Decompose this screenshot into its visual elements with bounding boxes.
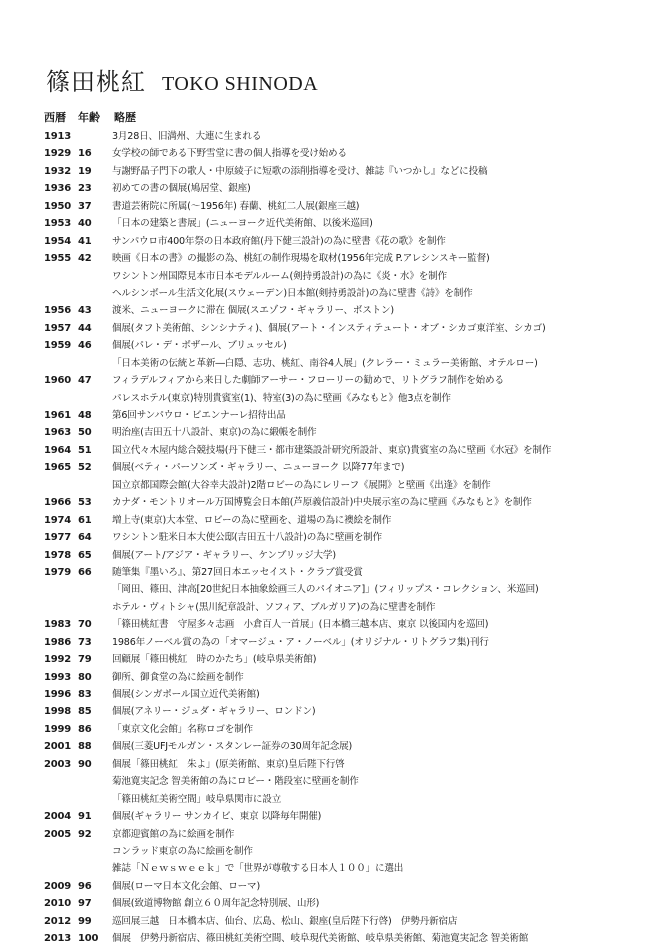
row-text: 「東京文化会館」名称ロゴを制作 <box>112 723 253 735</box>
chronology-row <box>0 145 662 162</box>
row-text: 明治座(吉田五十八設計、東京)の為に緞帳を制作 <box>112 427 317 439</box>
row-age: 53 <box>78 497 92 509</box>
row-text: 個展 伊勢丹新宿店、篠田桃紅美術空間、岐阜現代美術館、岐阜県美術館、菊池寛実記念 智美術館 <box>112 933 529 945</box>
row-age: 88 <box>78 741 92 753</box>
chronology-row <box>0 250 662 267</box>
row-age: 43 <box>78 305 92 317</box>
row-age: 19 <box>78 165 92 177</box>
chronology-row <box>0 407 662 424</box>
chronology-row <box>0 372 662 389</box>
row-age: 79 <box>78 654 92 666</box>
row-text: 書道芸術院に所属(〜1956年) 春蘭、桃紅二人展(銀座三越) <box>112 200 360 212</box>
chronology-row <box>0 198 662 215</box>
row-text: 渡米、ニューヨークに滞在 個展(スエゾフ・ギャラリー、ボストン) <box>112 305 394 317</box>
row-year: 1932 <box>44 165 72 177</box>
row-year: 1929 <box>44 148 72 160</box>
row-text: ワシントン州国際見本市日本モデルルーム(剣持勇設計)の為に《炎・水》を制作 <box>112 270 447 282</box>
chronology-row <box>0 581 662 598</box>
row-age: 40 <box>78 218 92 230</box>
row-text: 個展(ベティ・パーソンズ・ギャラリー、ニューヨーク 以降77年まで) <box>112 462 405 474</box>
row-year: 1992 <box>44 654 72 666</box>
chronology-row <box>0 791 662 808</box>
row-text: 個展(致道博物館 創立６０周年記念特別展、山形) <box>112 898 320 910</box>
row-year: 1963 <box>44 427 72 439</box>
row-text: パレスホテル(東京)特別貴賓室(1)、特室(3)の為に壁画《みなもと》他3点を制作 <box>112 392 451 404</box>
row-text: 第6回サンパウロ・ビエンナーレ招待出品 <box>112 410 286 421</box>
row-text: ホテル・ヴィトシャ(黒川紀章設計、ソフィア、ブルガリア)の為に壁書を制作 <box>112 601 436 613</box>
row-text: 個展(ギャラリー サンカイビ、東京 以降毎年開催) <box>112 811 322 823</box>
row-text: 個展(アート/アジア・ギャラリー、ケンブリッジ大学) <box>112 549 336 561</box>
row-text: 与謝野晶子門下の歌人・中原綾子に短歌の添削指導を受け、雑誌『いつかし』などに投稿 <box>112 165 488 177</box>
row-age: 51 <box>78 444 92 456</box>
chronology-row <box>0 494 662 511</box>
row-age: 99 <box>78 915 92 927</box>
row-age: 41 <box>78 235 92 247</box>
row-age: 52 <box>78 462 92 474</box>
row-year: 1993 <box>44 671 72 683</box>
row-year: 1950 <box>44 200 72 212</box>
row-age: 16 <box>78 148 92 160</box>
row-text: 増上寺(東京)大本堂、ロビーの為に壁画を、道場の為に襖絵を制作 <box>112 514 392 526</box>
row-age: 37 <box>78 200 92 212</box>
row-text: コンラッド東京の為に絵画を制作 <box>112 845 253 857</box>
chronology-row <box>0 477 662 494</box>
row-text: 回顧展「篠田桃紅 時のかたち」(岐阜県美術館) <box>112 654 317 666</box>
row-year: 1956 <box>44 305 72 317</box>
row-age: 42 <box>78 253 92 265</box>
row-year: 1983 <box>44 619 72 631</box>
row-text: カナダ・モントリオール万国博覧会日本館(芦原義信設計)中央展示室の為に壁画《みなもと》を制作 <box>112 497 532 509</box>
chronology-row <box>0 180 662 197</box>
row-text: ヘルシンボール生活文化展(スウェーデン)日本館(剣持勇設計)の為に壁書《詩》を制作 <box>112 287 473 299</box>
chronology-row <box>0 634 662 651</box>
row-year: 1961 <box>44 410 72 421</box>
row-year: 1954 <box>44 235 72 247</box>
chronology-row <box>0 442 662 459</box>
row-age: 80 <box>78 671 92 683</box>
column-header-history: 略歴 <box>114 111 136 124</box>
row-text: 「篠田桃紅美術空間」岐阜県関市に設立 <box>112 793 282 805</box>
row-text: 女学校の師である下野雪堂に書の個人指導を受け始める <box>112 148 347 160</box>
row-year: 1978 <box>44 549 72 561</box>
chronology-row <box>0 424 662 441</box>
row-text: 国立京都国際会館(大谷幸夫設計)2階ロビーの為にレリーフ《展開》と壁画《出逢》を制作 <box>112 479 491 491</box>
row-year: 1957 <box>44 322 72 334</box>
row-age: 91 <box>78 811 92 823</box>
row-age: 97 <box>78 898 92 910</box>
row-text: 個展(タフト美術館、シンシナティ)、個展(アート・インスティテュート・オブ・シカゴ東洋室、シカゴ) <box>112 322 546 334</box>
title-japanese: 篠田桃紅 <box>46 68 146 96</box>
row-age: 96 <box>78 880 92 892</box>
chronology-row <box>0 320 662 337</box>
chronology-row <box>0 337 662 354</box>
row-year: 1996 <box>44 689 72 700</box>
row-age: 85 <box>78 706 92 718</box>
row-age: 86 <box>78 723 92 735</box>
chronology-row <box>0 302 662 319</box>
page-title <box>46 62 318 97</box>
chronology-row <box>0 215 662 232</box>
chronology-row <box>0 686 662 703</box>
chronology-row <box>0 651 662 668</box>
row-text: 個展(三菱UFJモルガン・スタンレー証券の30周年記念展) <box>112 741 353 753</box>
chronology-row <box>0 128 662 145</box>
row-year: 1979 <box>44 566 72 578</box>
row-text: 個展(ローマ日本文化会館、ローマ) <box>112 880 260 892</box>
row-text: ワシントン駐米日本大使公邸(吉田五十八設計)の為に壁画を制作 <box>112 532 382 544</box>
row-text: フィラデルフィアから来日した劇師アーサー・フローリーの勧めで、リトグラフ制作を始める <box>112 375 504 387</box>
row-text: 「日本美術の伝統と革新―白隠、志功、桃紅、南谷4人展」(クレラー・ミュラー美術館、オテルロー) <box>112 357 538 369</box>
row-year: 1965 <box>44 462 72 474</box>
chronology-row <box>0 773 662 790</box>
chronology-row <box>0 547 662 564</box>
chronology-row <box>0 895 662 912</box>
row-year: 1977 <box>44 532 72 544</box>
row-year: 1998 <box>44 706 72 718</box>
row-year: 1953 <box>44 218 72 230</box>
chronology-row <box>0 738 662 755</box>
row-text: サンパウロ市400年祭の日本政府館(丹下健三設計)の為に壁書《花の歌》を制作 <box>112 235 446 247</box>
row-text: 個展(パレ・デ・ボザール、ブリュッセル) <box>112 340 287 352</box>
row-year: 2009 <box>44 880 72 892</box>
row-year: 1955 <box>44 253 72 265</box>
row-text: 初めての書の個展(鳩居堂、銀座) <box>112 183 251 195</box>
row-age: 47 <box>78 375 92 387</box>
row-text: 個展「篠田桃紅 朱よ」(原美術館、東京)皇后陛下行啓 <box>112 758 345 770</box>
row-age: 90 <box>78 758 92 770</box>
row-age: 83 <box>78 689 92 700</box>
row-text: 映画《日本の書》の撮影の為、桃紅の制作現場を取材(1956年完成 P.アレシンスキー監督) <box>112 253 490 265</box>
row-age: 48 <box>78 410 92 421</box>
chronology-row <box>0 826 662 843</box>
chronology-row <box>0 703 662 720</box>
chronology-row <box>0 512 662 529</box>
row-text: 「日本の建築と書展」(ニューヨーク近代美術館、以後米巡回) <box>112 218 373 230</box>
row-year: 2004 <box>44 811 72 823</box>
row-text: 個展(シンガポール国立近代美術館) <box>112 689 260 700</box>
row-text: 「篠田桃紅書 守屋多々志画 小倉百人一首展」(日本橋三越本店、東京 以後国内を巡回) <box>112 619 489 631</box>
row-year: 2010 <box>44 898 72 910</box>
row-text: 個展(アネリー・ジュダ・ギャラリー、ロンドン) <box>112 706 316 718</box>
row-year: 1959 <box>44 340 72 352</box>
chronology-row <box>0 756 662 773</box>
chronology-row <box>0 616 662 633</box>
row-year: 1936 <box>44 183 72 195</box>
row-text: 随筆集『墨いろ』、第27回日本エッセイスト・クラブ賞受賞 <box>112 566 363 578</box>
row-text: 1986年ノーベル賞の為の「オマージュ・ア・ノーベル」(オリジナル・リトグラフ集)刊行 <box>112 636 489 648</box>
chronology-row <box>0 233 662 250</box>
chronology-row <box>0 843 662 860</box>
row-age: 92 <box>78 828 92 840</box>
row-year: 2005 <box>44 828 72 840</box>
row-age: 61 <box>78 514 92 526</box>
column-header-age: 年齢 <box>78 111 100 124</box>
row-year: 1964 <box>44 444 72 456</box>
row-year: 2003 <box>44 758 72 770</box>
row-age: 44 <box>78 322 92 334</box>
title-english: TOKO SHINODA <box>162 73 319 95</box>
row-age: 73 <box>78 636 92 648</box>
chronology-row <box>0 163 662 180</box>
chronology-row <box>0 268 662 285</box>
row-year: 2013 <box>44 933 72 945</box>
chronology-row <box>0 390 662 407</box>
row-age: 50 <box>78 427 92 439</box>
chronology-row <box>0 860 662 877</box>
row-year: 2001 <box>44 741 72 753</box>
row-text: 御所、御食堂の為に絵画を制作 <box>112 671 244 683</box>
row-age: 65 <box>78 549 92 561</box>
row-year: 1966 <box>44 497 72 509</box>
row-text: 国立代々木屋内総合競技場(丹下健三・都市建築設計研究所設計、東京)貴賓室の為に壁画《水冠》を制作 <box>112 444 552 456</box>
chronology-row <box>0 913 662 930</box>
row-text: 菊池寛実記念 智美術館の為にロビー・階段室に壁画を制作 <box>112 776 359 788</box>
row-year: 1913 <box>44 131 72 142</box>
chronology-row <box>0 878 662 895</box>
chronology-row <box>0 459 662 476</box>
row-text: 雑誌「Ｎｅｗｓｗｅｅｋ」で「世界が尊敬する日本人１００」に選出 <box>112 863 404 875</box>
row-text: 3月28日、旧満州、大連に生まれる <box>112 131 262 142</box>
chronology-row <box>0 529 662 546</box>
row-year: 1999 <box>44 723 72 735</box>
row-age: 23 <box>78 183 92 195</box>
chronology-row <box>0 721 662 738</box>
row-year: 1960 <box>44 375 72 387</box>
row-year: 2012 <box>44 915 72 927</box>
row-year: 1986 <box>44 636 72 648</box>
row-age: 46 <box>78 340 92 352</box>
row-text: 京都迎賓館の為に絵画を制作 <box>112 828 235 840</box>
chronology-row <box>0 285 662 302</box>
column-header-year: 西暦 <box>44 111 66 124</box>
row-text: 「岡田、篠田、津高[20世紀日本抽象絵画三人のパイオニア]」(フィリップス・コレクション、米巡回) <box>112 584 539 596</box>
chronology-row <box>0 808 662 825</box>
row-text: 巡回展三越 日本橋本店、仙台、広島、松山、銀座(皇后陛下行啓) 伊勢丹新宿店 <box>112 915 458 927</box>
chronology-list <box>0 128 662 948</box>
row-age: 100 <box>78 933 99 945</box>
chronology-row <box>0 599 662 616</box>
chronology-row <box>0 669 662 686</box>
row-year: 1974 <box>44 514 72 526</box>
row-age: 70 <box>78 619 92 631</box>
chronology-row <box>0 564 662 581</box>
row-age: 66 <box>78 566 92 578</box>
chronology-row <box>0 355 662 372</box>
row-age: 64 <box>78 532 92 544</box>
